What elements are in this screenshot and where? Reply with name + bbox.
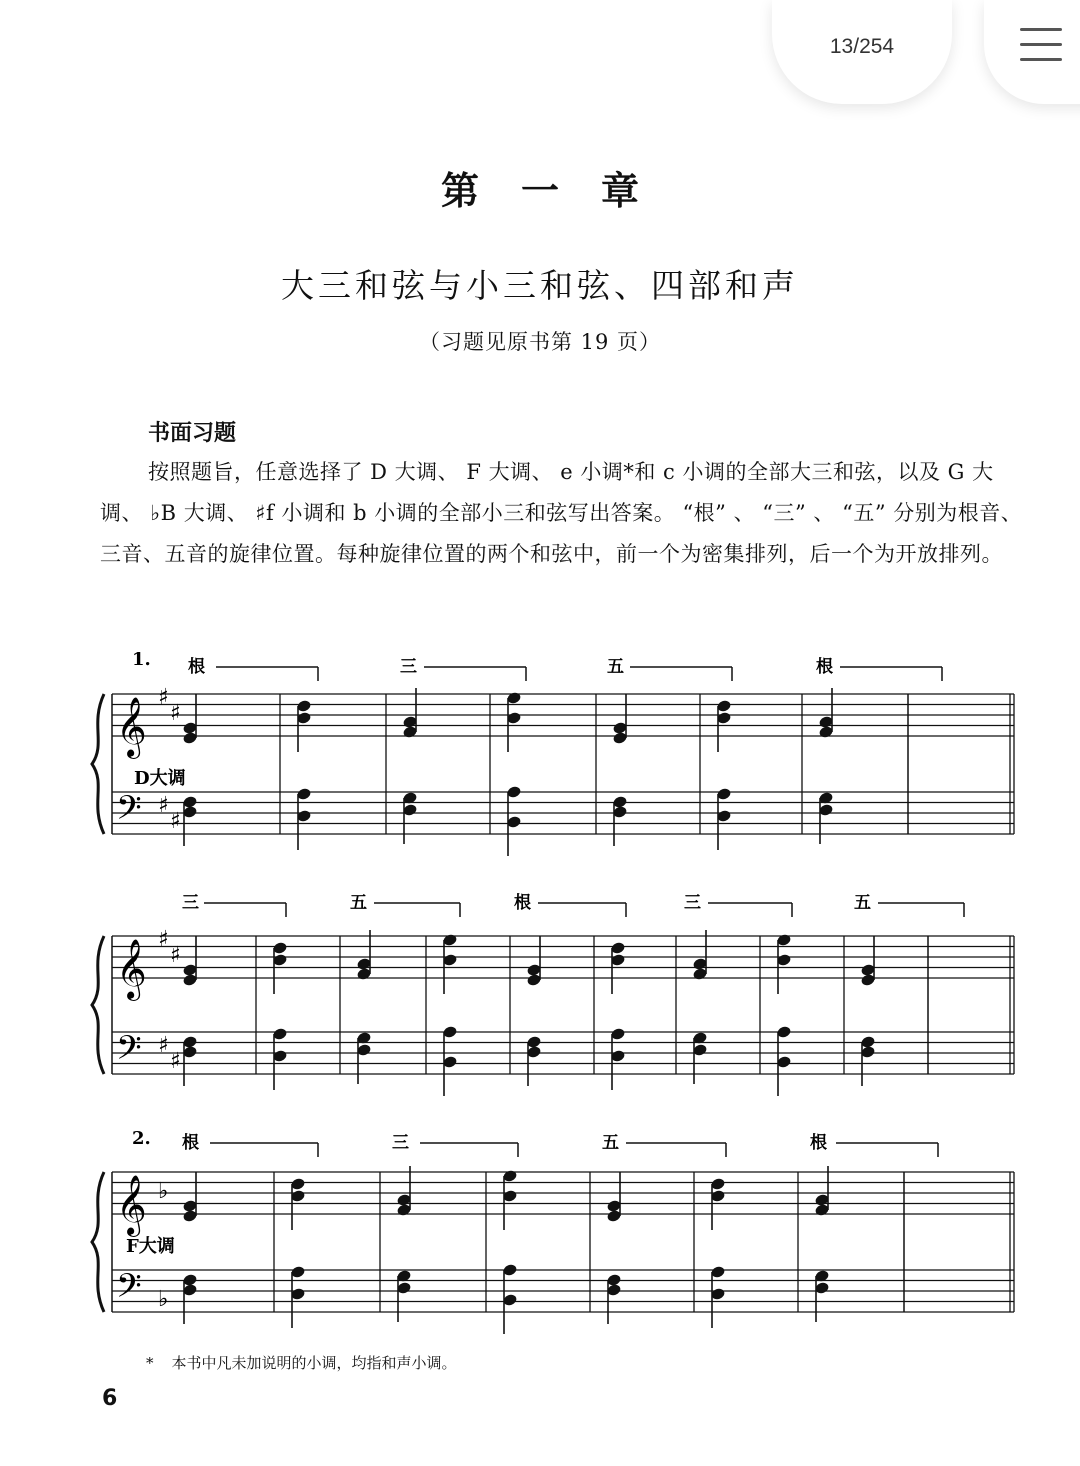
key-signature: ♯ (158, 927, 169, 952)
position-label: 五 (602, 1133, 619, 1153)
key-signature: ♯ (170, 943, 181, 968)
position-label: 根 (188, 657, 205, 677)
position-label: 根 (182, 1133, 199, 1153)
key-signature: ♯ (158, 793, 169, 818)
brace (92, 1172, 104, 1312)
position-label: 根 (514, 893, 531, 913)
chapter-title: 第一章 (440, 169, 681, 213)
position-label: 根 (816, 657, 833, 677)
footnote-text: 本书中凡未加说明的小调，均指和声小调。 (171, 1354, 457, 1372)
source-note: （习题见原书第 19 页） (418, 330, 662, 354)
key-signature: ♯ (158, 1033, 169, 1058)
position-label: 三 (400, 657, 417, 677)
position-label: 五 (854, 893, 871, 913)
treble-clef-icon: 𝄞 (116, 1175, 147, 1235)
score-system-2 (92, 892, 1014, 1096)
position-label: 三 (392, 1133, 409, 1153)
footnote-marker: * (146, 1354, 154, 1372)
bass-clef-icon: 𝄢 (116, 789, 142, 836)
page-indicator-text: 13/254 (829, 35, 895, 58)
system-number: 2. (132, 1128, 151, 1149)
key-signature: ♯ (158, 685, 169, 710)
exercise-paragraph: 按照题旨，任意选择了 D 大调、 F 大调、 e 小调*和 c 小调的全部大三和弦，以及 G 大调、 ♭B 大调、 ♯f 小调和 b 小调的全部小三和弦写出答案。 “根” 、 “三” 、 “五” 分别为根音、三音、五音的旋律位置。每种旋律位置的两个和弦中，前一个为密集排列，后一个为开放排列。 (100, 460, 1023, 566)
position-label: 五 (607, 657, 624, 677)
system-number: 1. (132, 649, 151, 670)
position-label: 三 (182, 893, 199, 913)
footnote (146, 1352, 457, 1373)
position-label: 三 (684, 893, 701, 913)
score-system-1 (92, 649, 1014, 856)
brace (92, 694, 104, 834)
key-signature: ♯ (170, 701, 181, 726)
exercise-heading: 书面习题 (148, 421, 237, 446)
key-signature: ♭ (158, 1179, 169, 1204)
brace (92, 936, 104, 1074)
key-label: D大调 (134, 768, 186, 789)
key-signature: ♯ (170, 1049, 181, 1074)
position-label: 根 (810, 1133, 827, 1153)
bass-clef-icon: 𝄢 (116, 1029, 142, 1076)
treble-clef-icon: 𝄞 (116, 939, 147, 999)
score-system-3 (92, 1128, 1014, 1334)
key-label: F大调 (126, 1236, 175, 1257)
key-signature: ♯ (170, 809, 181, 834)
key-signature: ♭ (158, 1287, 169, 1312)
position-label: 五 (350, 893, 367, 913)
treble-clef-icon: 𝄞 (116, 697, 147, 757)
bass-clef-icon: 𝄢 (116, 1267, 142, 1314)
page-number: 6 (102, 1386, 118, 1411)
section-title: 大三和弦与小三和弦、四部和声 (281, 266, 799, 305)
